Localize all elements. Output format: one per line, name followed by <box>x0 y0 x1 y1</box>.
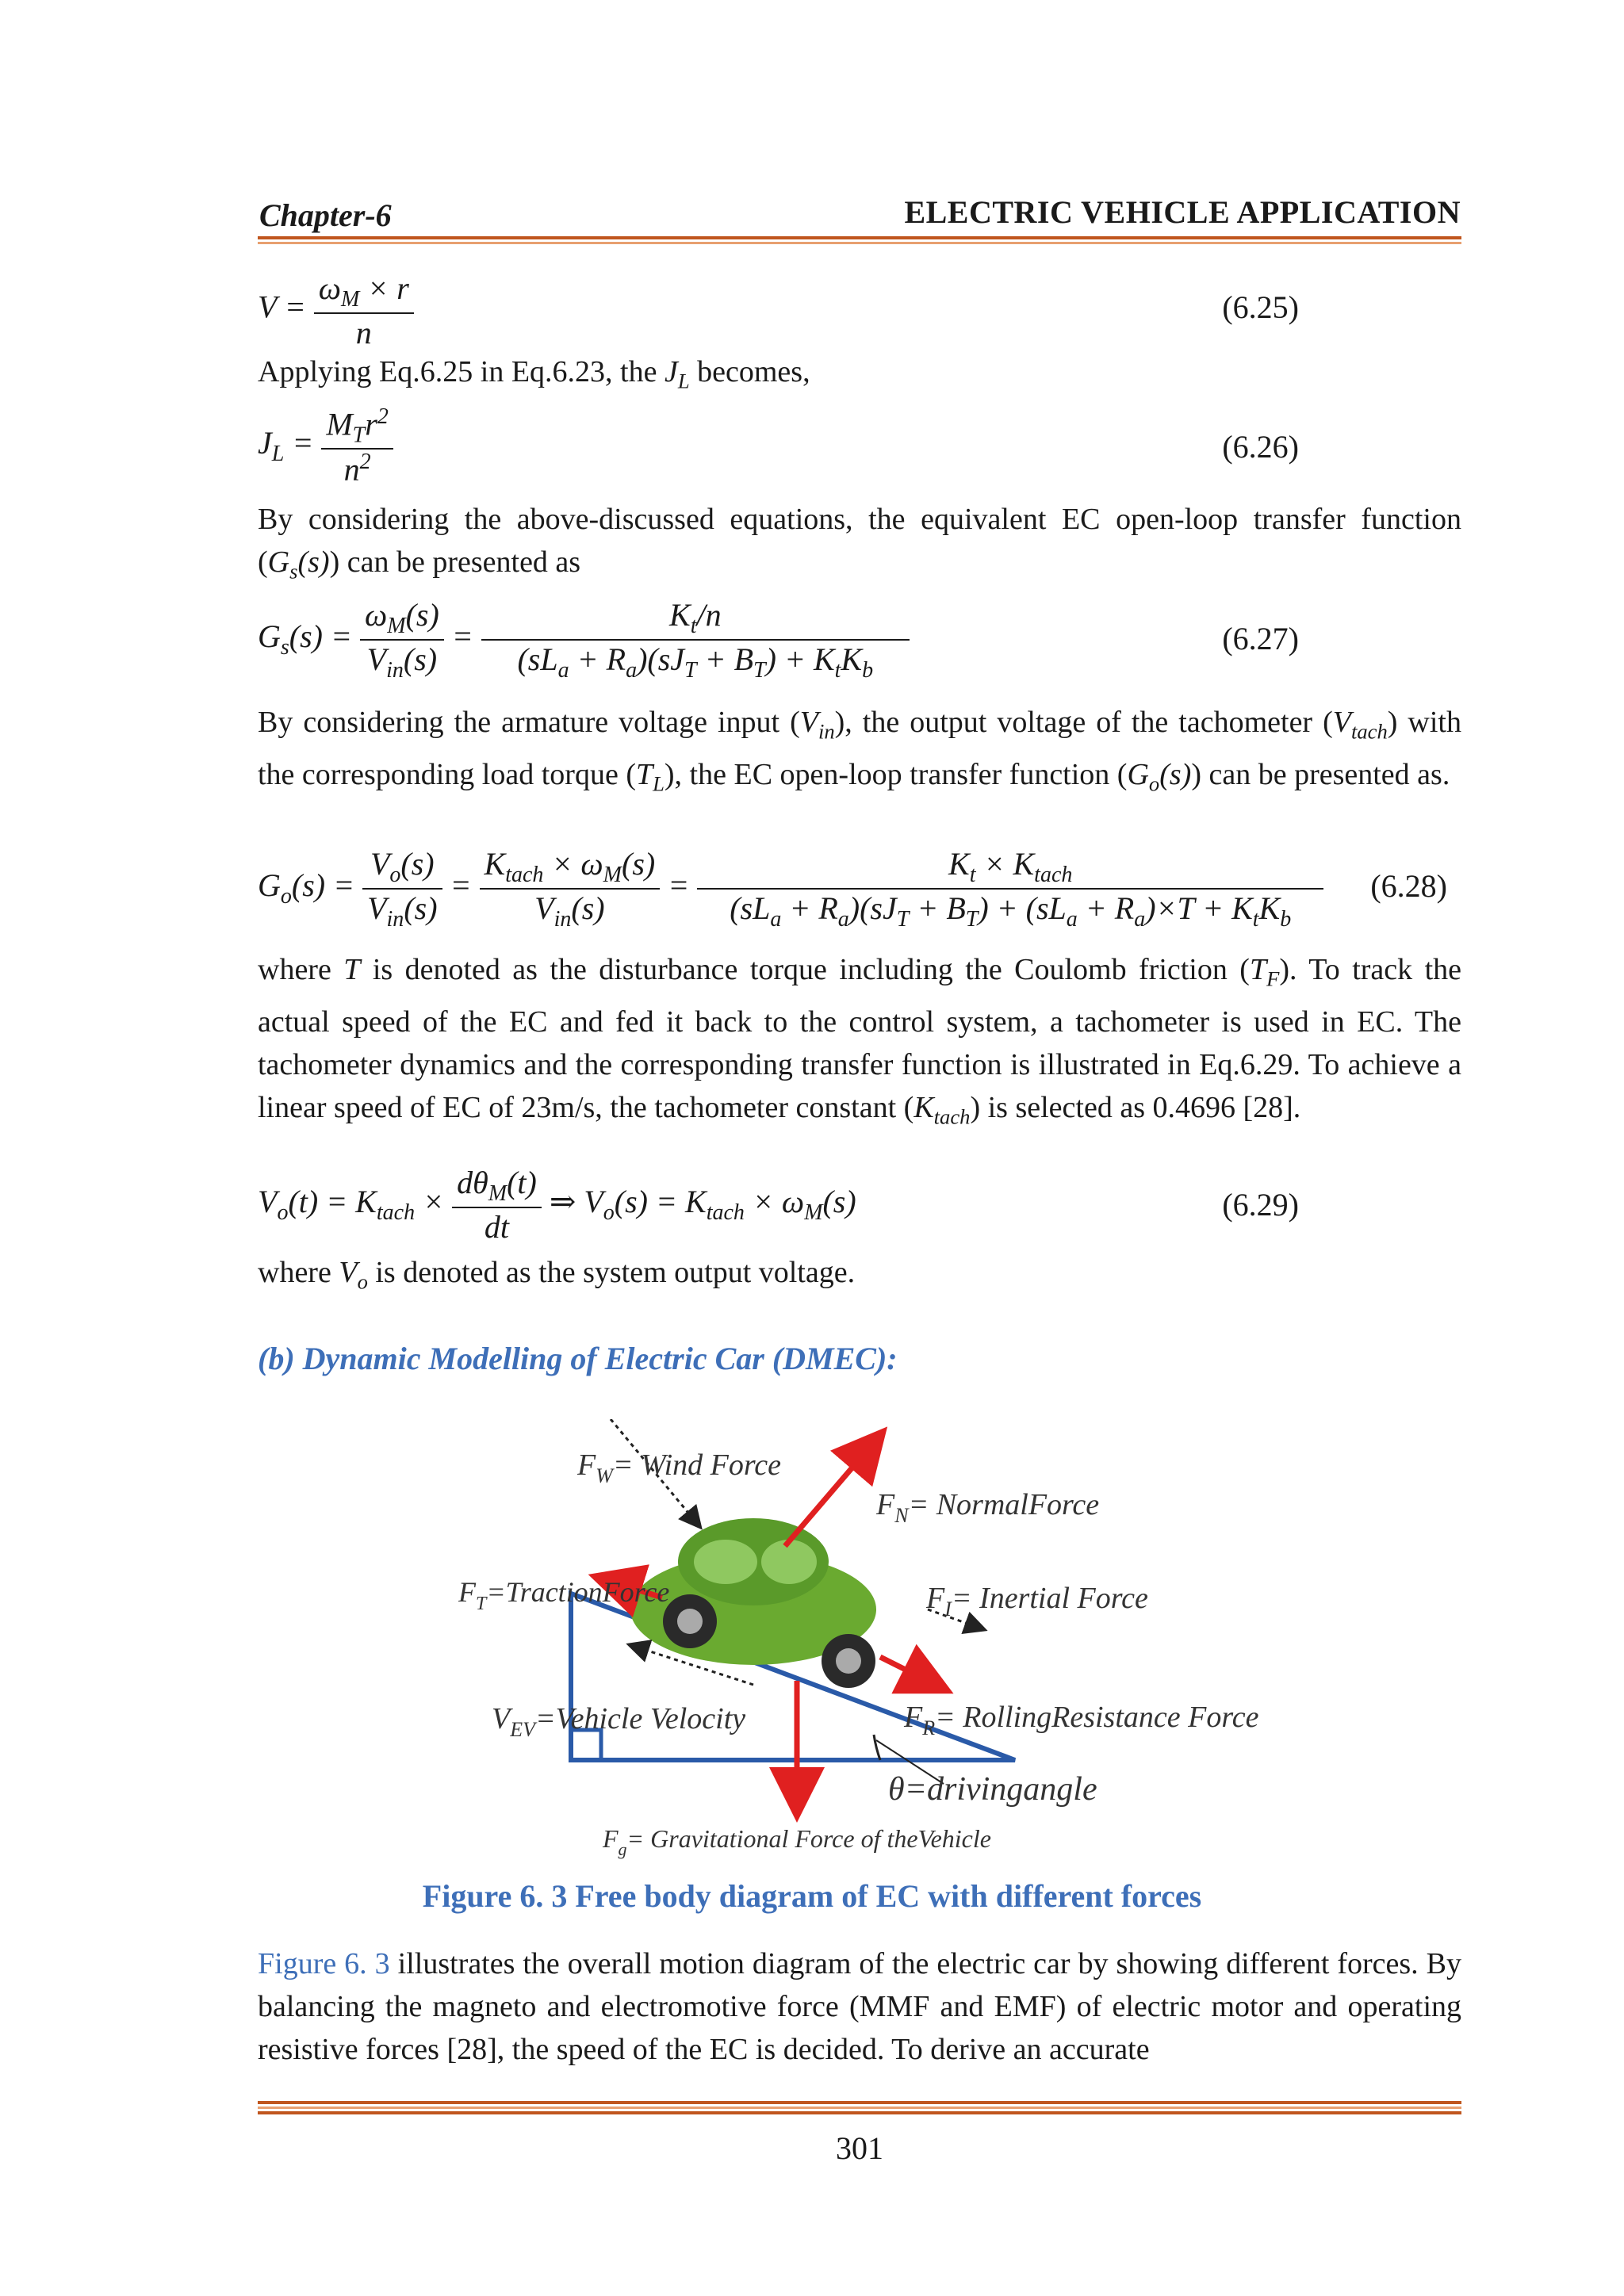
svg-text:FN= NormalForce: $F_N=$ NormalForce <box>876 1488 1100 1527</box>
equation-6-29: $V_o(t) = K_{tach}$ × $\frac{d\theta_M(t)}{dt}$ ⇒ $V_o(s) = K_{tach} \times \omega_M(s)$ (6.29) <box>258 1165 1299 1245</box>
inertial-label: = Inertial Force <box>951 1582 1148 1615</box>
paragraph-6: Figure 6. 3 illustrates the overall motion diagram of the electric car by showing different forces. By balancing the magneto and electromotive force (MMF and EMF) of electric motor and operating resistive forces [28], the speed of the EC is decided. To derive an accurate <box>258 1947 1461 2066</box>
paragraph-5: where $V_o$ is denoted as the system output voltage. <box>258 1256 856 1294</box>
svg-text:FR= RollingResistance Force: $F_R=$ RollingResistance Force <box>904 1701 1259 1739</box>
rolling-label: = RollingResistance Force <box>935 1701 1259 1734</box>
chapter-title: ELECTRIC VEHICLE APPLICATION <box>904 194 1461 230</box>
chapter-label: Chapter-6 <box>259 197 392 233</box>
svg-text:FW= Wind Force: $F_W=$ Wind Force <box>577 1448 781 1487</box>
equation-6-25: V = $\frac{\omega_M \times r}{n}$ (6.25) <box>258 270 1299 350</box>
svg-text:Fg= Gravitational Force of t: $F_g=$ Gravitational Force of theVehicle <box>603 1824 991 1859</box>
equation-6-27: $G_s(s)$ = $\frac{\omega_M(s)}{V_{in}(s)}$ = $\frac{K_t/n}{(sL_a + R_a)(sJ_T + B_T) + K_tK_b}$ (6.27) <box>258 597 1299 683</box>
normal-force-arrow <box>785 1435 880 1546</box>
normal-label: = NormalForce <box>908 1488 1100 1521</box>
equation-6-28: $G_o(s)$ = $\frac{V_o(s)}{V_{in}(s)}$ = $\frac{K_{tach} \times \omega_M(s)}{V_{in}(s)}$ = $\frac{K_t \times K_{tach}}{(sL_a + R_a)(sJ_T + B_T) + (sL_a + R_a)\times T + K_tK_b}$ (6.28) <box>258 846 1447 932</box>
section-heading: (b) Dynamic Modelling of Electric Car (DMEC): <box>258 1341 898 1376</box>
paragraph-2: By considering the above-discussed equations, the equivalent EC open-loop transfer function $(G_s(s))$ can be presented as <box>258 503 1461 584</box>
page-number: 301 <box>836 2130 883 2166</box>
equation-6-26: $J_L$ = $\frac{M_Tr^2}{n^2}$ (6.26) <box>258 404 1299 488</box>
figure-reference-link[interactable]: Figure 6. 3 <box>258 1947 390 1980</box>
header-rule <box>258 236 1461 244</box>
svg-text:FI= Inertial Force: $F_I=$ Inertial Force <box>926 1582 1148 1621</box>
paragraph-4: where T is denoted as the disturbance torque including the Coulomb friction $(T_F)$. To track the actual speed of the EC and fed it back to the control system, a tachometer is used in EC. The tachometer dynamics and the corresponding transfer function is illustrated in Eq.6.29. To achieve a linear speed of EC of 23m/s, the tachometer constant $(K_{tach})$ is selected as 0.4696 [28]. <box>258 953 1461 1129</box>
angle-label: θ=drivingangle <box>888 1771 1097 1808</box>
paragraph-3: By considering the armature voltage input $(V_{in})$, the output voltage of the tachometer $(V_{tach})$ with the corresponding load torque $(T_L)$, the EC open-loop transfer function $(G_o(s))$ can be presented as. <box>258 706 1461 796</box>
angle-arc <box>874 1735 880 1760</box>
traction-label: =TractionForce <box>486 1576 670 1608</box>
svg-text:FT=TractionForce: $F_T=TractionForce$ <box>458 1576 670 1614</box>
gravity-label: = Gravitational Force of theVehicle <box>626 1824 991 1853</box>
footer-rule <box>258 2101 1461 2114</box>
rolling-force-arrow <box>880 1657 944 1689</box>
paragraph-1: Applying Eq.6.25 in Eq.6.23, the $J_L$ becomes, <box>258 355 810 393</box>
figure-caption: Figure 6. 3 Free body diagram of EC with different forces <box>422 1878 1202 1914</box>
wind-label: = Wind Force <box>612 1448 781 1482</box>
velocity-label: =Vehicle Velocity <box>534 1702 746 1735</box>
free-body-diagram <box>357 1419 1261 1863</box>
svg-text:VEV=Vehicle Velocity: $V_{EV}=Vehicle$ Velocity <box>492 1702 746 1741</box>
